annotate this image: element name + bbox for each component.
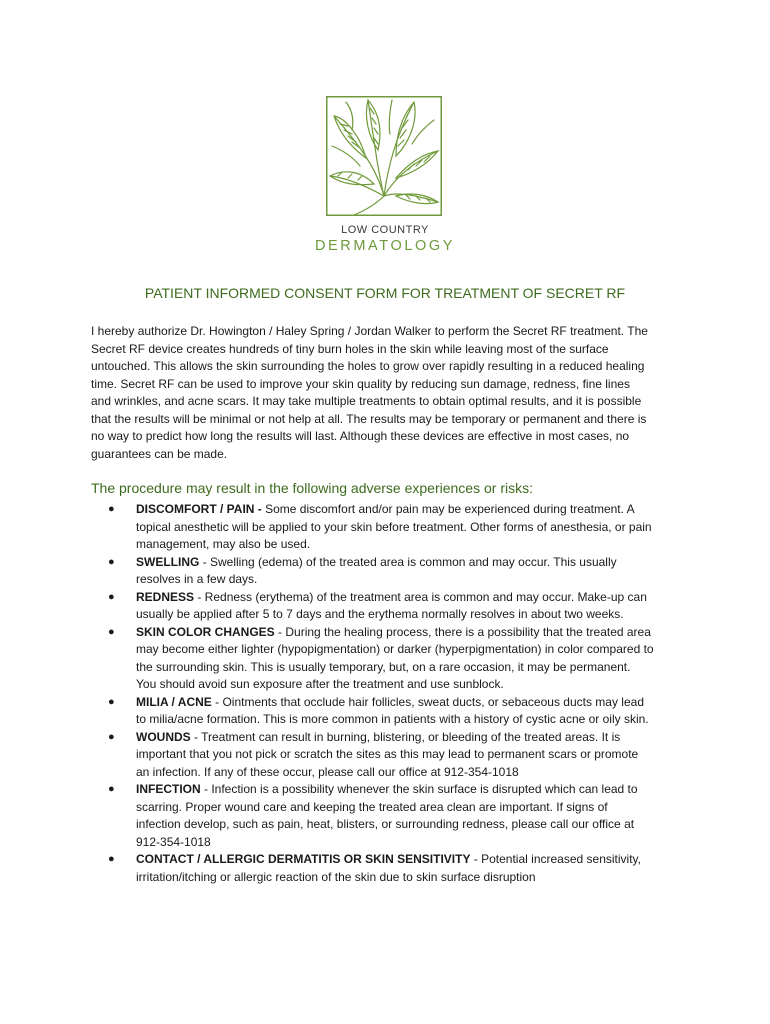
logo-text-low-country: LOW COUNTRY	[341, 224, 429, 236]
risk-description: - Potential increased sensitivity,	[470, 852, 641, 866]
bullet-icon: ●	[108, 503, 115, 515]
risk-item	[108, 694, 688, 729]
risk-item	[108, 501, 688, 554]
intro-line: untouched. This allows the skin surrounding the holes to grow over rapidly resulting in a reduced healing	[91, 359, 645, 373]
risk-first-line	[136, 729, 688, 747]
risk-description-line: important that you not pick or scratch the sites as this may lead to permanent scars or promote	[136, 747, 639, 761]
risk-description-line: to milia/acne formation. This is more common in patients with a history of cystic acne or oily skin.	[136, 712, 649, 726]
risk-first-line	[136, 781, 688, 799]
risk-name: INFECTION	[136, 782, 201, 796]
form-title: PATIENT INFORMED CONSENT FORM FOR TREATMENT OF SECRET RF	[144, 285, 626, 301]
risk-first-line	[136, 851, 688, 869]
risk-description-line: an infection. If any of these occur, please call our office at 912-354-1018	[136, 764, 519, 779]
intro-line: time. Secret RF can be used to improve your skin quality by reducing sun damage, redness, fine lines	[91, 376, 630, 391]
risk-description-line: 912-354-1018	[136, 834, 211, 849]
risk-description-line: resolves in a few days.	[136, 572, 258, 586]
bullet-icon: ●	[108, 853, 115, 865]
risk-name: SWELLING	[136, 554, 200, 569]
risk-description: - During the healing process, there is a possibility that the treated area	[274, 624, 651, 639]
risk-description-line: the surrounding skin. This is usually temporary, but, on a rare occasion, it may be permanent.	[136, 659, 631, 674]
intro-line: and wrinkles, and acne scars. It may take multiple treatments to obtain optimal results, and it is possible	[91, 394, 642, 408]
risk-description: - Ointments that occlude hair follicles, sweat ducts, or sebaceous ducts may lead	[211, 694, 644, 709]
risk-item	[108, 624, 688, 694]
risk-name: REDNESS	[136, 589, 195, 604]
risk-first-line	[136, 501, 688, 519]
risks-heading: The procedure may result in the following adverse experiences or risks:	[91, 480, 533, 496]
risk-name: CONTACT / ALLERGIC DERMATITIS OR SKIN SENSITIVITY	[136, 852, 471, 866]
risk-first-line	[136, 694, 688, 712]
risk-name: SKIN COLOR CHANGES	[136, 624, 275, 639]
risk-name: WOUNDS	[136, 729, 191, 744]
risk-description: - Redness (erythema) of the treatment area is common and may occur. Make-up can	[194, 589, 647, 604]
intro-line: no way to predict how long the results will last. Although these devices are effective in most cases, no	[91, 429, 630, 443]
bullet-icon: ●	[108, 783, 115, 795]
intro-line: that the results will be minimal or not help at all. The results may be temporary or permanent and there is	[91, 411, 647, 426]
intro-line: I hereby authorize Dr. Howington / Haley Spring / Jordan Walker to perform the Secret RF treatment. The	[91, 324, 648, 338]
risk-description-line: infection develop, such as pain, heat, blisters, or surrounding redness, please call our office at	[136, 817, 635, 831]
risk-description-line: may become either lighter (hypopigmentation) or darker (hyperpigmentation) in color compared to	[136, 642, 654, 656]
risk-description: - Swelling (edema) of the treated area is common and may occur. This usually	[199, 554, 617, 569]
risk-description: - Infection is a possibility whenever the skin surface is disrupted which can lead to	[200, 782, 638, 796]
risk-description-line: irritation/itching or allergic reaction of the skin due to skin surface disruption	[136, 869, 536, 884]
bullet-icon: ●	[108, 590, 115, 603]
leaf-logo-icon	[326, 96, 442, 216]
risk-description: - Treatment can result in burning, blistering, or bleeding of the treated areas. It is	[190, 729, 621, 744]
risk-description: Some discomfort and/or pain may be experienced during treatment. A	[261, 502, 635, 516]
intro-paragraph	[91, 323, 691, 463]
risk-first-line	[136, 624, 688, 642]
bullet-icon: ●	[108, 625, 115, 638]
risk-description-line: scarring. Proper wound care and keeping the treated area clean are important. If signs of	[136, 799, 608, 814]
risk-name: MILIA / ACNE	[136, 694, 212, 709]
risk-description-line: topical anesthetic will be applied to your skin before treatment. Other forms of anesthesia, or pain	[136, 519, 652, 534]
bullet-icon: ●	[108, 730, 115, 743]
risk-item	[108, 729, 688, 782]
logo-text-dermatology: DERMATOLOGY	[314, 238, 456, 254]
risk-item	[108, 851, 688, 886]
intro-line: Secret RF device creates hundreds of tiny burn holes in the skin while leaving most of the surface	[91, 341, 609, 356]
risk-first-line	[136, 554, 688, 572]
risk-item	[108, 781, 688, 851]
risk-description-line: usually be applied after 5 to 7 days and the erythema normally resolves in about two weeks.	[136, 607, 624, 621]
bullet-icon: ●	[108, 695, 115, 708]
intro-line: guarantees can be made.	[91, 446, 228, 461]
bullet-icon: ●	[108, 555, 115, 568]
risk-item	[108, 554, 688, 589]
risk-name: DISCOMFORT / PAIN -	[136, 502, 262, 516]
risks-list	[108, 501, 688, 886]
risk-item	[108, 589, 688, 624]
risk-description-line: management, may also be used.	[136, 537, 311, 551]
risk-description-line: You should avoid sun exposure after the treatment and use sunblock.	[136, 677, 504, 691]
risk-first-line	[136, 589, 688, 607]
